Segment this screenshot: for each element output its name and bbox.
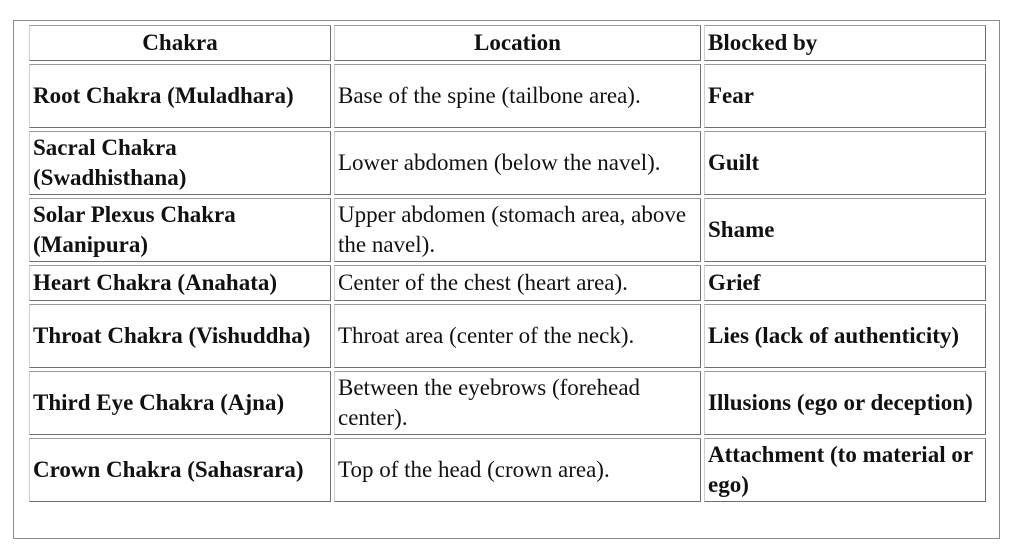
chakra-cell: Crown Chakra (Sahasrara): [29, 438, 331, 502]
location-cell: Top of the head (crown area).: [334, 438, 701, 502]
chakra-cell: Solar Plexus Chakra (Manipura): [29, 198, 331, 262]
blocked-by-cell: Illusions (ego or deception): [704, 371, 986, 435]
location-cell: Lower abdomen (below the navel).: [334, 131, 701, 195]
chakra-cell: Root Chakra (Muladhara): [29, 64, 331, 128]
table-row: [29, 131, 986, 195]
header-row: [29, 25, 986, 61]
blocked-by-cell: Fear: [704, 64, 986, 128]
chakra-cell: Heart Chakra (Anahata): [29, 265, 331, 301]
blocked-by-cell: Shame: [704, 198, 986, 262]
table-row: [29, 265, 986, 301]
blocked-by-cell: Guilt: [704, 131, 986, 195]
chakra-table: [26, 22, 989, 505]
table-row: [29, 304, 986, 368]
table-row: [29, 371, 986, 435]
location-cell: Base of the spine (tailbone area).: [334, 64, 701, 128]
blocked-by-cell: Lies (lack of authenticity): [704, 304, 986, 368]
table-row: [29, 64, 986, 128]
header-location: Location: [334, 25, 701, 61]
chakra-cell: Throat Chakra (Vishuddha): [29, 304, 331, 368]
table-row: [29, 438, 986, 502]
blocked-by-cell: Attachment (to material or ego): [704, 438, 986, 502]
header-blocked-by: Blocked by: [704, 25, 986, 61]
location-cell: Upper abdomen (stomach area, above the navel).: [334, 198, 701, 262]
blocked-by-cell: Grief: [704, 265, 986, 301]
chakra-cell: Sacral Chakra (Swadhisthana): [29, 131, 331, 195]
header-chakra: Chakra: [29, 25, 331, 61]
location-cell: Throat area (center of the neck).: [334, 304, 701, 368]
chakra-cell: Third Eye Chakra (Ajna): [29, 371, 331, 435]
location-cell: Center of the chest (heart area).: [334, 265, 701, 301]
location-cell: Between the eyebrows (forehead center).: [334, 371, 701, 435]
table-row: [29, 198, 986, 262]
